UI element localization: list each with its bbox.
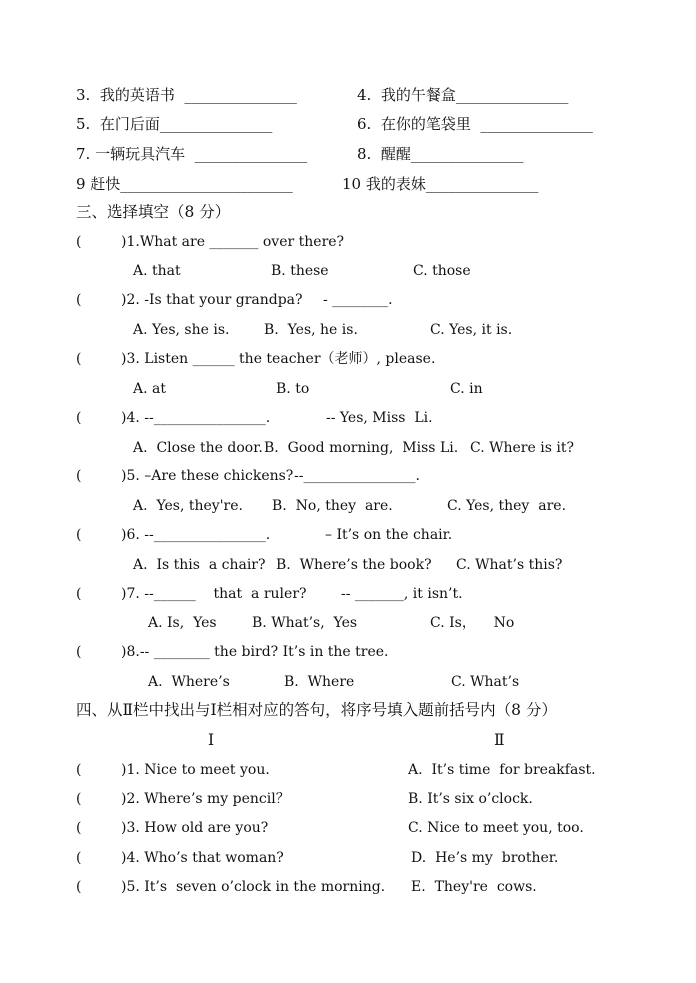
option-c: C. those [413, 263, 471, 279]
option-b: B. these [271, 263, 329, 279]
option-a: A. Where’s [148, 674, 230, 690]
question-2-reply: - ________. [323, 292, 393, 308]
column-1-heading: Ⅰ [208, 731, 215, 749]
question-6-reply: – It’s on the chair. [325, 527, 453, 543]
option-c: C. Is， No [430, 615, 515, 631]
match-answer-a: A. It’s time for breakfast. [408, 762, 596, 778]
option-b: B. Good morning, Miss Li. [264, 440, 459, 456]
answer-paren: ( [76, 879, 82, 895]
option-c: C. Yes, they are. [447, 498, 567, 514]
question-5: )5. –Are these chickens? [121, 468, 294, 484]
answer-paren: ( [76, 791, 82, 807]
option-b: B. Yes, he is. [264, 322, 358, 338]
match-question-3: )3. How old are you? [121, 820, 269, 836]
answer-paren: ( [76, 351, 82, 367]
answer-paren: ( [76, 586, 82, 602]
question-3: )3. Listen ______ the teacher（老师）, please. [121, 351, 436, 367]
vocab-item-7: 7. 一辆玩具汽车 _______________ [76, 145, 308, 163]
vocab-item-8: 8. 醒醒_______________ [357, 145, 524, 163]
answer-paren: ( [76, 468, 82, 484]
option-a: A. that [133, 263, 181, 279]
question-7: )7. --______ that a ruler? [121, 586, 307, 602]
question-8: )8.-- ________ the bird? It’s in the tree. [121, 644, 389, 660]
match-answer-c: C. Nice to meet you, too. [408, 820, 584, 836]
answer-paren: ( [76, 850, 82, 866]
answer-paren: ( [76, 820, 82, 836]
option-b: B. Where’s the book? [276, 557, 432, 573]
option-b: B. Where [284, 674, 355, 690]
match-question-2: )2. Where’s my pencil？ [121, 791, 290, 807]
vocab-item-5: 5. 在门后面_______________ [76, 115, 273, 133]
option-c: C. Where is it? [470, 440, 574, 456]
match-answer-d: D. He’s my brother. [411, 850, 559, 866]
vocab-item-3: 3. 我的英语书 _______________ [76, 86, 297, 104]
column-2-heading: Ⅱ [494, 731, 505, 749]
question-7-reply: -- _______, it isn’t. [341, 586, 463, 602]
option-c: C. Yes, it is. [430, 322, 513, 338]
option-a: A. Is, Yes [148, 615, 217, 631]
option-b: B. to [276, 381, 310, 397]
match-question-5: )5. It’s seven o’clock in the morning. [121, 879, 386, 895]
vocab-item-6: 6. 在你的笔袋里 _______________ [357, 115, 593, 133]
answer-paren: ( [76, 410, 82, 426]
answer-paren: ( [76, 234, 82, 250]
option-a: A. Yes, she is. [133, 322, 230, 338]
answer-paren: ( [76, 527, 82, 543]
answer-paren: ( [76, 644, 82, 660]
match-answer-e: E. They're cows. [411, 879, 537, 895]
option-a: A. Is this a chair? [133, 557, 266, 573]
answer-paren: ( [76, 292, 82, 308]
match-question-4: )4. Who’s that woman? [121, 850, 284, 866]
question-1: )1.What are _______ over there? [121, 234, 345, 250]
vocab-item-9: 9 赶快_______________________ [76, 175, 293, 193]
option-b: B. No, they are. [272, 498, 393, 514]
answer-paren: ( [76, 762, 82, 778]
section-3-title: 三、选择填空（8 分） [76, 203, 231, 221]
option-a: A. Yes, they're. [133, 498, 243, 514]
section-4-title: 四、从Ⅱ栏中找出与Ⅰ栏相对应的答句，将序号填入题前括号内（8 分） [76, 701, 557, 719]
question-6: )6. --________________. [121, 527, 271, 543]
option-c: C. in [450, 381, 483, 397]
question-2: )2. -Is that your grandpa? [121, 292, 303, 308]
vocab-item-10: 10 我的表妹_______________ [342, 175, 539, 193]
match-question-1: )1. Nice to meet you. [121, 762, 270, 778]
option-c: C. What’s [451, 674, 520, 690]
question-4: )4. --________________. [121, 410, 271, 426]
option-a: A. at [133, 381, 166, 397]
option-c: C. What’s this? [456, 557, 563, 573]
vocab-item-4: 4. 我的午餐盒_______________ [357, 86, 569, 104]
question-5-reply: --________________. [294, 468, 420, 484]
match-answer-b: B. It’s six o’clock. [408, 791, 533, 807]
question-4-reply: -- Yes, Miss Li. [326, 410, 433, 426]
option-a: A. Close the door. [133, 440, 263, 456]
option-b: B. What’s, Yes [252, 615, 358, 631]
